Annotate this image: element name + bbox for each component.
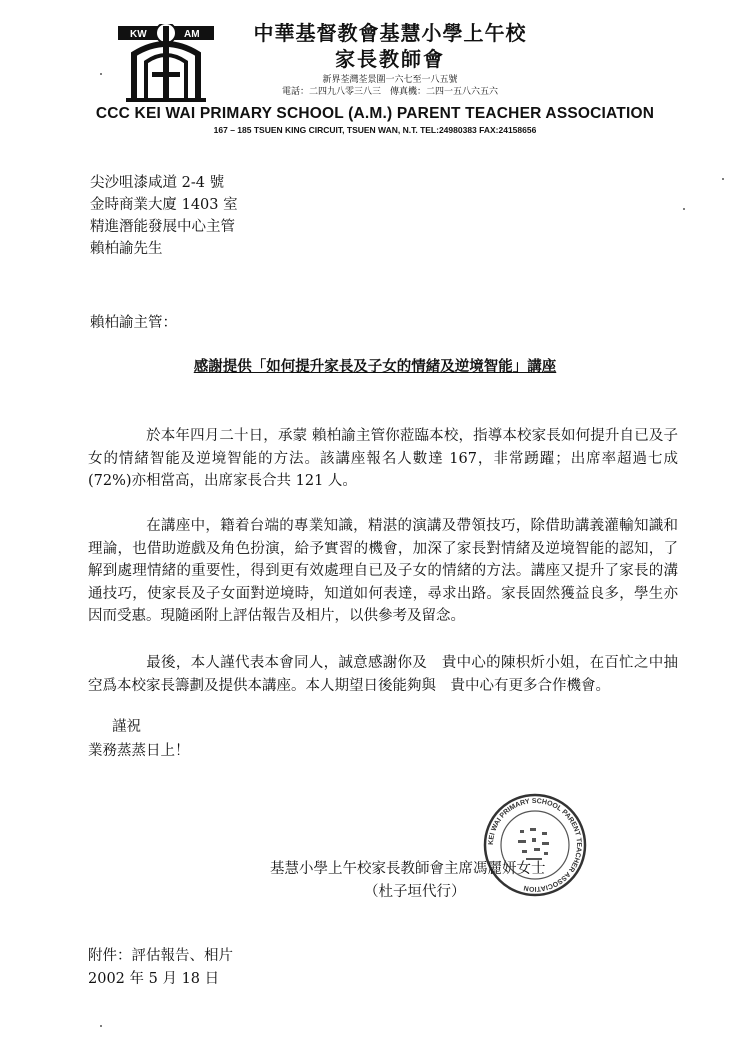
recipient-line: 尖沙咀漆咸道 2-4 號 (90, 175, 225, 191)
svg-text:AM: AM (184, 29, 200, 40)
recipient-line: 精進潛能發展中心主管 (90, 219, 235, 235)
scan-speck (100, 73, 102, 75)
recipient-line: 金時商業大廈 1403 室 (90, 197, 238, 213)
school-logo-icon (116, 24, 216, 104)
school-name-cn: 中華基督教會基慧小學上午校 (253, 21, 527, 45)
phone-cn: 電話：二四九八零三八三 傳真機：二四一五八六五六 (281, 87, 498, 97)
closing-line-1: 謹祝 (112, 719, 141, 735)
address-en: 167 – 185 TSUEN KING CIRCUIT, TSUEN WAN, N.T. TEL:24980383 FAX:24158656 (213, 125, 537, 135)
salutation: 賴柏諭主管： (90, 315, 177, 331)
recipient-address (90, 172, 238, 260)
address-cn: 新界荃灣荃景圍一六七至一八五號 (322, 75, 458, 85)
body-paragraph-2: 在講座中，籍着台端的專業知識，精湛的演講及帶領技巧，除借助講義灌輸知識和理論，也借助遊戲及角色扮演，給予實習的機會，加深了家長對情緒及逆境智能的認知，了解到處理情緒的重要性，得到更有效處理自已及子女的情緒的方法。講座又提升了家長的溝通技巧，使家長及子女面對逆境時，知道如何表達，尋求出路。家長固然獲益良多，學生亦因而受惠。現隨函附上評估報告及相片，以供參考及留念。 (88, 518, 678, 624)
closing-line-2: 業務蒸蒸日上！ (88, 743, 190, 759)
recipient-line: 賴柏諭先生 (90, 241, 163, 257)
school-name-en: CCC KEI WAI PRIMARY SCHOOL (A.M.) PARENT TEACHER ASSOCIATION (95, 105, 655, 122)
association-name-cn: 家長教師會 (335, 47, 445, 71)
scan-speck (722, 178, 724, 180)
letter-date: 2002 年 5 月 18 日 (88, 971, 220, 987)
association-seal-icon (480, 790, 590, 900)
subject-line: 感謝提供「如何提升家長及子女的情緒及逆境智能」講座 (193, 358, 557, 375)
signature-proxy: （杜子垣代行） (364, 884, 466, 900)
scan-speck (683, 208, 685, 210)
scan-speck (100, 1025, 102, 1027)
signature-name: 基慧小學上午校家長教師會主席馮麗妍女士 (270, 861, 546, 877)
letterhead-chinese (230, 20, 550, 98)
attachment-note: 附件：評估報告、相片 (88, 948, 233, 964)
svg-text:KEI WAI PRIMARY SCHOOL PARENT: KEI WAI PRIMARY SCHOOL PARENT TEACHER ASSOCIATION (487, 797, 583, 893)
body-paragraph-3: 最後，本人謹代表本會同人，誠意感謝你及 貴中心的陳枳炘小姐，在百忙之中抽空爲本校家長籌劃及提供本講座。本人期望日後能夠與 貴中心有更多合作機會。 (88, 655, 678, 694)
svg-text:KW: KW (130, 29, 147, 40)
body-paragraph-1: 於本年四月二十日，承蒙 賴柏諭主管你蒞臨本校，指導本校家長如何提升自已及子女的情緒智能及逆境智能的方法。該講座報名人數達 167，非常踴躍；出席率超過七成(72%)亦相當高，出席家長合共 121 人。 (88, 428, 678, 489)
